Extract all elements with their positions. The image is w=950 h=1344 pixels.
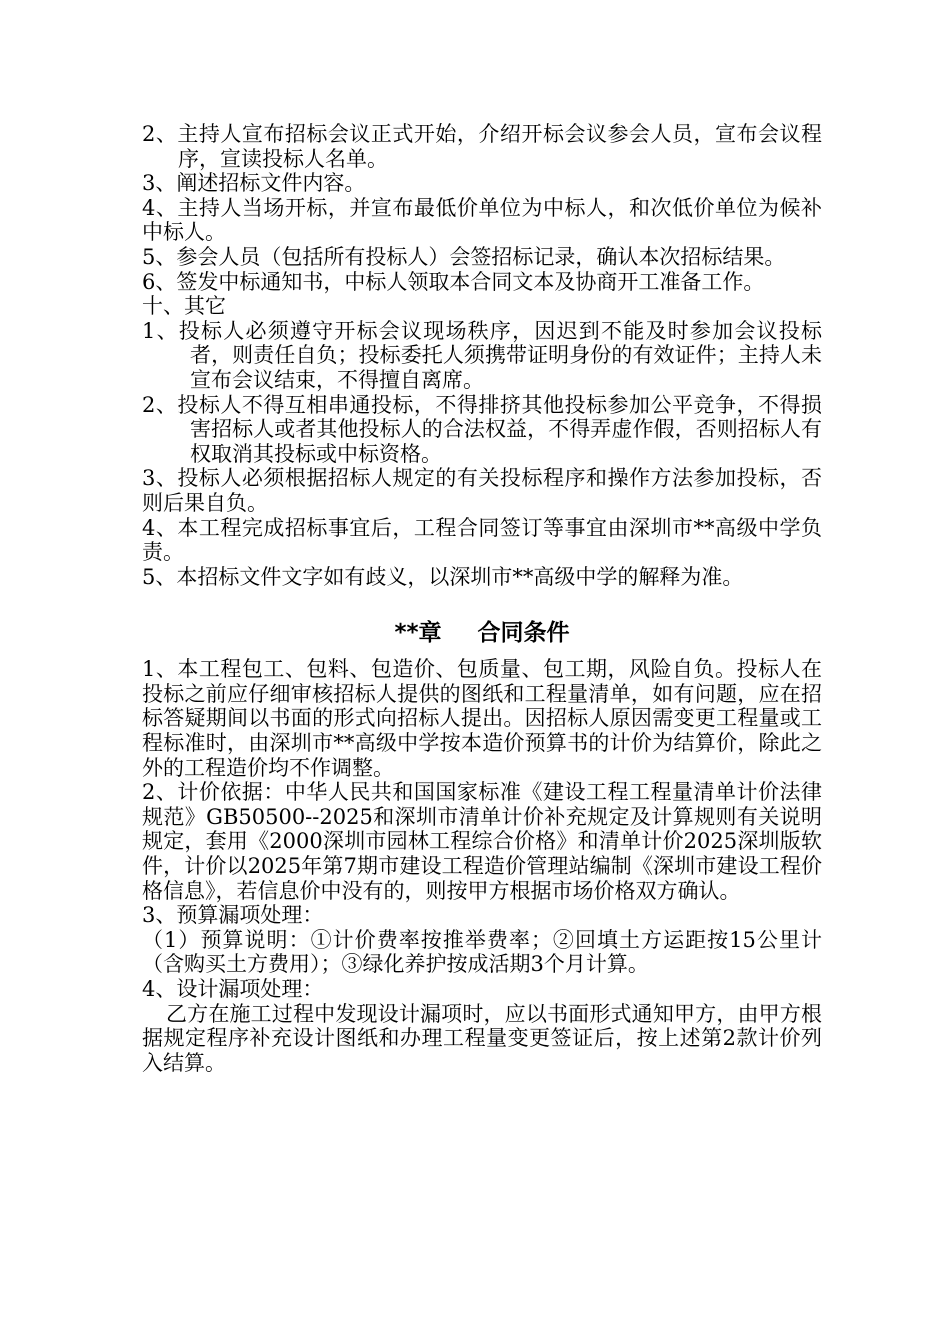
- contract-clause-2: 2、计价依据：中华人民共和国国家标准《建设工程工程量清单计价法律规范》GB50500--2025和深圳市清单计价补充规定及计算规则有关说明规定，套用《2000深圳市园林工程综合价格》和清单计价2025深圳版软件，计价以2025年第7期市建设工程造价管理站编制《深圳市建设工程价格信息》，若信息价中没有的，则按甲方根据市场价格双方确认。: [142, 780, 822, 903]
- chapter-number: **章: [394, 620, 442, 647]
- contract-clause-4-body: 乙方在施工过程中发现设计漏项时，应以书面形式通知甲方，由甲方根据规定程序补充设计图纸和办理工程量变更签证后，按上述第2款计价列入结算。: [142, 1001, 822, 1075]
- other-item-5: 5、本招标文件文字如有歧义，以深圳市**高级中学的解释为准。: [142, 564, 744, 589]
- contract-clause-3-heading: 3、预算漏项处理：: [142, 903, 324, 928]
- procedure-item-6: 6、签发中标通知书，中标人领取本合同文本及协商开工准备工作。: [142, 269, 765, 294]
- procedure-item-3: 3、阐述招标文件内容。: [142, 171, 366, 196]
- contract-clause-3-body: （1）预算说明：①计价费率按推举费率；②回填土方运距按15公里计（含购买土方费用）；③绿化养护按成活期3个月计算。: [142, 927, 822, 977]
- chapter-name: 合同条件: [477, 620, 570, 647]
- contract-clause-4-heading: 4、设计漏项处理：: [142, 977, 324, 1001]
- other-item-3: 3、投标人必须根据招标人规定的有关投标程序和操作方法参加投标，否则后果自负。: [142, 466, 822, 515]
- procedure-item-5: 5、参会人员（包括所有投标人）会签招标记录，确认本次招标结果。: [142, 244, 786, 269]
- chapter-title: [142, 619, 822, 647]
- other-item-2: 2、投标人不得互相串通投标，不得排挤其他投标参加公平竞争，不得损害招标人或者其他投标人的合法权益，不得弄虚作假，否则招标人有权取消其投标或中标资格。: [142, 392, 822, 466]
- section-heading-other: 十、其它: [142, 294, 226, 319]
- document-page: [142, 122, 822, 1075]
- other-item-1: 1、投标人必须遵守开标会议现场秩序，因迟到不能及时参加会议投标者，则责任自负；投标委托人须携带证明身份的有效证件；主持人未宣布会议结束，不得擅自离席。: [142, 318, 822, 392]
- other-item-4: 4、本工程完成招标事宜后，工程合同签订等事宜由深圳市**高级中学负责。: [142, 515, 822, 565]
- contract-clause-1: 1、本工程包工、包料、包造价、包质量、包工期，风险自负。投标人在投标之前应仔细审核招标人提供的图纸和工程量清单，如有问题，应在招标答疑期间以书面的形式向招标人提出。因招标人原因需变更工程量或工程标准时，由深圳市**高级中学按本造价预算书的计价为结算价，除此之外的工程造价均不作调整。: [142, 657, 822, 780]
- procedure-item-4: 4、主持人当场开标，并宣布最低价单位为中标人，和次低价单位为候补中标人。: [142, 195, 822, 245]
- procedure-item-2: 2、主持人宣布招标会议正式开始，介绍开标会议参会人员，宣布会议程序，宣读投标人名单。: [142, 122, 822, 171]
